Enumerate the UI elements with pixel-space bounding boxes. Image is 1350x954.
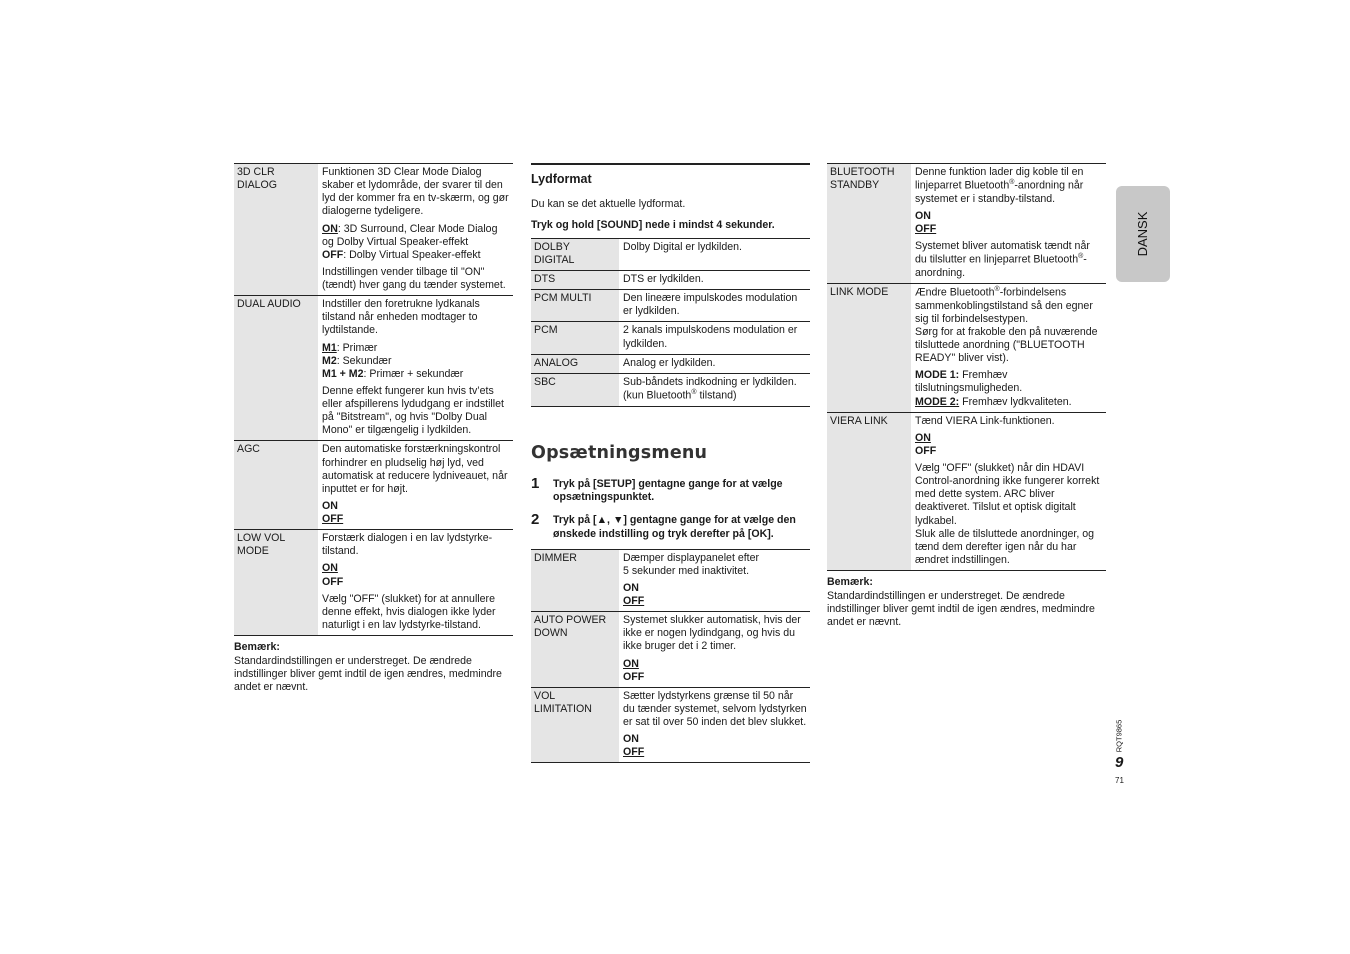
format-text: tilstand) (696, 389, 737, 402)
description-text: Sætter lydstyrkens grænse til 50 når du tænder systemet, selvom lydstyrken er sat til over 50 inden det blev slukket. (623, 689, 807, 729)
table-row (531, 549, 810, 612)
left-column (234, 163, 513, 695)
format-description (619, 373, 810, 406)
table-row (234, 296, 513, 441)
option-list (322, 223, 510, 262)
option-mode2-text: Fremhæv lydkvaliteten. (959, 395, 1072, 408)
option-off: OFF (915, 444, 937, 457)
section-divider (531, 163, 810, 165)
option-on-default: ON (322, 222, 338, 235)
section-instruction: Tryk og hold [SOUND] nede i mindst 4 sekunder. (531, 218, 775, 231)
step-number: 1 (531, 475, 540, 493)
table-row (234, 441, 513, 530)
format-description: 2 kanals impulskodens modulation er lydkilden. (619, 322, 810, 354)
format-description: Dolby Digital er lydkilden. (623, 240, 742, 253)
right-column (827, 163, 1106, 630)
text-part: Sørg for at frakoble den på nuværende tilsluttede anordning ("BLUETOOTH READY" bliver vist). (915, 325, 1098, 365)
option-m1-text: : Primær (336, 341, 378, 354)
option-list (915, 210, 1103, 236)
table-row (531, 238, 810, 270)
text-part: Systemet bliver automatisk tændt når du tilslutter en linjeparret Bluetooth (915, 240, 1090, 266)
option-m2-text: : Sekundær (336, 354, 392, 367)
option-on: ON (623, 733, 639, 746)
setting-name: AUTO POWER DOWN (531, 612, 619, 688)
option-list (322, 500, 510, 526)
setting-name: AGC (234, 441, 318, 530)
table-row (531, 322, 810, 354)
setting-description (911, 164, 1106, 284)
setting-name: VOL LIMITATION (531, 687, 619, 763)
format-description: Analog er lydkilden. (619, 354, 810, 373)
option-on-text: : 3D Surround, Clear Mode Dialog og Dolby Virtual Speaker-effekt (322, 222, 498, 248)
option-off-default: OFF (322, 513, 344, 525)
option-off-default: OFF (915, 223, 937, 236)
table-row (531, 373, 810, 406)
table-row (531, 612, 810, 688)
option-mode1: MODE 1: (915, 369, 960, 382)
note-heading: Bemærk: (827, 576, 873, 589)
option-on: ON (915, 209, 931, 222)
description-text: Funktionen 3D Clear Mode Dialog skaber et lydområde, der svarer til den lyd der kommer fra en tv-skærm, og gør dialogerne tydeligere. (322, 166, 509, 218)
description-text: Den automatiske forstærkningskontrol forhindrer en pludselig høj lyd, ved automatisk at reducere lydniveauet, når inputtet er for højt. (322, 443, 508, 495)
option-list (623, 658, 807, 684)
section-title: Lydformat (531, 172, 592, 186)
description-text: Forstærk dialogen i en lav lydstyrke-tilstand. (322, 532, 493, 558)
setup-settings-table (531, 549, 810, 764)
option-m1-default: M1 (322, 341, 337, 354)
option-list (322, 342, 510, 381)
option-off: OFF (322, 248, 344, 261)
option-on: ON (623, 581, 639, 594)
option-m1-m2-text: : Primær + sekundær (363, 367, 464, 380)
table-row (531, 290, 810, 322)
text-part: Vælg "OFF" (slukket) når din HDAVI Control-anordning ikke fungerer korrekt med dette system. ARC bliver deaktiveret. Tilslut et optisk digitalt lydkabel. (915, 462, 1100, 527)
sound-settings-table (234, 163, 513, 636)
text-part: Denne funktion lader dig koble til en linjeparret Bluetooth (915, 166, 1084, 192)
setting-name: LOW VOL MODE (234, 530, 318, 636)
option-mode2-default: MODE 2: (915, 395, 960, 408)
setup-menu-title: Opsætningsmenu (531, 442, 708, 463)
format-name: PCM (531, 322, 619, 354)
text-part: Sluk alle de tilsluttede anordninger, og tænd dem derefter igen når du har ændret indstillingen. (915, 527, 1095, 566)
format-description: DTS er lydkilden. (619, 271, 810, 290)
option-on-default: ON (623, 657, 639, 670)
section-intro: Du kan se det aktuelle lydformat. (531, 197, 686, 210)
setting-name: LINK MODE (827, 284, 911, 413)
bluetooth-settings-table (827, 163, 1106, 571)
setting-description (318, 164, 513, 296)
setting-name: DIMMER (531, 549, 619, 612)
format-name: PCM MULTI (531, 290, 619, 322)
audio-format-table (531, 238, 810, 407)
option-mode1-text: Fremhæv tilslutningsmuligheden. (915, 369, 1023, 395)
setting-description (318, 441, 513, 530)
note-text: Standardindstillingen er understreget. De ændrede indstillinger bliver gemt indtil de igen ændres, medmindre andet er nævnt. (234, 655, 502, 694)
setting-description (911, 284, 1106, 413)
option-list (623, 582, 807, 608)
registered-mark: ® (994, 286, 1000, 294)
document-code-text: RQT9865 (1114, 719, 1124, 753)
document-code (1112, 718, 1126, 754)
option-list (623, 733, 807, 759)
description-text (915, 240, 1103, 280)
step-number: 2 (531, 511, 540, 529)
option-on-default: ON (915, 431, 931, 444)
description-text: Tænd VIERA Link-funktionen. (915, 414, 1055, 427)
setting-description (318, 530, 513, 636)
option-off: OFF (322, 575, 344, 588)
setting-description (318, 296, 513, 441)
option-list (915, 432, 1103, 458)
table-row (234, 530, 513, 636)
description-text: Vælg "OFF" (slukket) for at annullere denne effekt, hvis dialogen ikke lyder naturligt i en lav lydstyrke-tilstand. (322, 592, 496, 631)
setting-description (911, 412, 1106, 570)
option-list (322, 562, 510, 588)
registered-mark: ® (1009, 179, 1015, 187)
step-2 (531, 512, 810, 540)
text-part: -anordning. (915, 253, 1087, 279)
setting-description (619, 687, 810, 763)
step-text: Tryk på [▲, ▼] gentagne gange for at vælge den ønskede indstilling og tryk derefter på [OK]. (553, 514, 796, 540)
setting-description (619, 549, 810, 612)
setting-name: 3D CLR DIALOG (234, 164, 318, 296)
table-row (531, 271, 810, 290)
registered-mark: ® (1078, 253, 1084, 261)
text-part: -anordning når systemet er i standby-tilstand. (915, 179, 1084, 205)
table-row (827, 284, 1106, 413)
text-part: Ændre Bluetooth (915, 286, 995, 299)
step-1 (531, 476, 810, 504)
description-text (915, 286, 1103, 365)
table-row (827, 412, 1106, 570)
setting-name: BLUETOOTH STANDBY (827, 164, 911, 284)
table-row (234, 164, 513, 296)
description-text (915, 462, 1103, 567)
setting-name: DUAL AUDIO (234, 296, 318, 441)
language-tab (1116, 186, 1170, 282)
note-text: Standardindstillingen er understreget. De ændrede indstillinger bliver gemt indtil de igen ændres, medmindre andet er nævnt. (827, 590, 1095, 629)
option-m1-m2: M1 + M2 (322, 367, 364, 380)
format-name: ANALOG (531, 354, 619, 373)
table-row (531, 354, 810, 373)
option-list (915, 369, 1103, 408)
step-text: Tryk på [SETUP] gentagne gange for at vælge opsætningspunktet. (553, 478, 783, 504)
format-name: DOLBY DIGITAL (531, 238, 619, 270)
language-tab-label: DANSK (1134, 211, 1150, 257)
description-text: Indstiller den foretrukne lydkanals tilstand når enheden modtager to lydtilstande. (322, 298, 480, 337)
description-text: Dæmper displaypanelet efter 5 sekunder med inaktivitet. (623, 551, 760, 577)
setting-description (619, 612, 810, 688)
page-subnumber: 71 (1115, 776, 1124, 785)
option-off-text: : Dolby Virtual Speaker-effekt (343, 248, 481, 261)
option-off: OFF (623, 670, 645, 683)
text-part: -forbindelsens sammenkoblingstilstand så den egner sig til forbindelsestypen. (915, 286, 1093, 325)
format-description: Den lineære impulskodes modulation er lydkilden. (619, 290, 810, 322)
option-m2: M2 (322, 354, 337, 367)
note-heading: Bemærk: (234, 641, 280, 653)
table-row (531, 687, 810, 763)
registered-mark: ® (691, 388, 697, 396)
format-text: Sub-båndets indkodning er lydkilden. (kun Bluetooth (623, 375, 797, 402)
setting-name: VIERA LINK (827, 412, 911, 570)
description-text: Indstillingen vender tilbage til "ON" (tændt) hver gang du tænder systemet. (322, 265, 506, 291)
description-text: Denne effekt fungerer kun hvis tv’ets eller afspillerens lydudgang er indstillet på "Bitstream", og hvis "Dolby Dual Mono" er tilgængelig i lydkilden. (322, 384, 504, 437)
middle-column (531, 163, 810, 763)
format-name: SBC (531, 373, 619, 406)
format-name: DTS (531, 271, 619, 290)
description-text (915, 166, 1103, 206)
option-on-default: ON (322, 562, 338, 575)
description-text: Systemet slukker automatisk, hvis der ikke er nogen lydindgang, og hvis du ikke bruger det i 2 timer. (623, 614, 801, 653)
option-off-default: OFF (623, 595, 645, 608)
option-off-default: OFF (623, 746, 645, 759)
table-row (827, 164, 1106, 284)
page-number: 9 (1115, 754, 1124, 771)
option-on: ON (322, 499, 338, 512)
